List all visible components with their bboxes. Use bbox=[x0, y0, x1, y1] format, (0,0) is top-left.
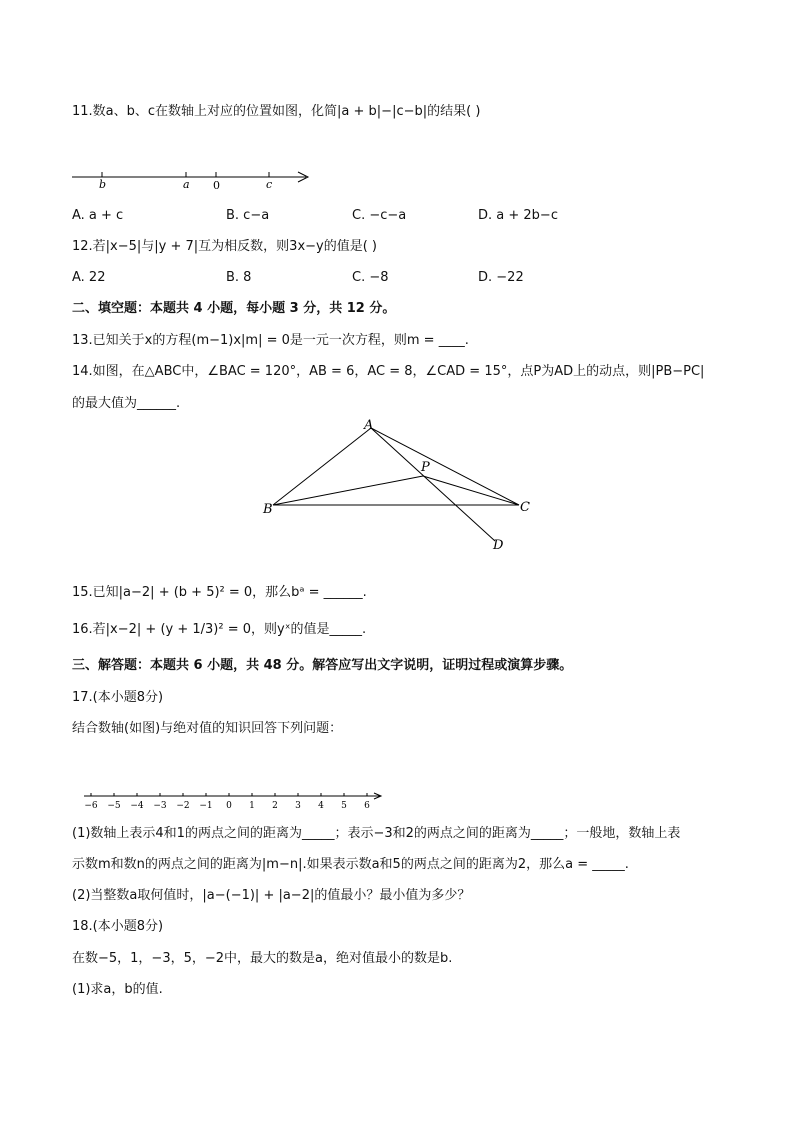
q14-triangle-figure bbox=[255, 415, 545, 555]
q11-option-c[interactable]: C. −c−a bbox=[352, 208, 407, 223]
vertex-a-label: A bbox=[364, 418, 374, 433]
q15-stem: 15.已知|a−2| + (b + 5)² = 0，那么bᵃ = ______. bbox=[72, 585, 367, 600]
q17-axis-tick-label: 0 bbox=[226, 801, 232, 811]
q17-axis-tick-label: −5 bbox=[107, 801, 121, 811]
axis-label-a: a bbox=[183, 178, 190, 191]
q18-part1: (1)求a，b的值. bbox=[72, 982, 163, 997]
q13-stem: 13.已知关于x的方程(m−1)x|m| = 0是一元一次方程，则m = ____. bbox=[72, 333, 469, 348]
q17-number-line bbox=[82, 790, 387, 812]
q12-option-c[interactable]: C. −8 bbox=[352, 270, 389, 285]
q14-stem-line1: 14.如图，在△ABC中，∠BAC = 120°，AB = 6，AC = 8，∠CAD = 15°，点P为AD上的动点，则|PB−PC| bbox=[72, 364, 705, 379]
axis-label-c: c bbox=[266, 178, 273, 191]
q18-stem: 在数−5，1，−3，5，−2中，最大的数是a，绝对值最小的数是b. bbox=[72, 951, 453, 966]
q17-axis-tick-label: 3 bbox=[295, 801, 301, 811]
q17-axis-tick-label: −1 bbox=[199, 801, 213, 811]
q17-intro: 结合数轴(如图)与绝对值的知识回答下列问题： bbox=[72, 721, 343, 736]
q18-heading: 18.(本小题8分) bbox=[72, 919, 164, 934]
q17-axis-tick-label: 5 bbox=[341, 801, 347, 811]
q17-part1-line1: (1)数轴上表示4和1的两点之间的距离为_____；表示−3和2的两点之间的距离为_____；一般地，数轴上表 bbox=[72, 826, 681, 841]
q17-axis-tick-label: −4 bbox=[130, 801, 144, 811]
q17-part1-line2: 示数m和数n的两点之间的距离为|m−n|.如果表示数a和5的两点之间的距离为2，那么a = _____. bbox=[72, 857, 629, 872]
q17-axis-tick-label: 1 bbox=[249, 801, 255, 811]
q12-option-d[interactable]: D. −22 bbox=[478, 270, 524, 285]
q11-option-a[interactable]: A. a + c bbox=[72, 208, 124, 223]
point-p-label: P bbox=[421, 460, 430, 475]
q14-stem-line2: 的最大值为______. bbox=[72, 396, 181, 411]
vertex-c-label: C bbox=[520, 500, 530, 515]
q12-stem: 12.若|x−5|与|y + 7|互为相反数，则3x−y的值是( ) bbox=[72, 239, 377, 254]
vertex-b-label: B bbox=[263, 502, 273, 517]
q11-option-d[interactable]: D. a + 2b−c bbox=[478, 208, 558, 223]
section-2-heading: 二、填空题：本题共 4 小题，每小题 3 分，共 12 分。 bbox=[72, 301, 396, 316]
section-3-heading: 三、解答题：本题共 6 小题，共 48 分。解答应写出文字说明，证明过程或演算步骤。 bbox=[72, 658, 573, 673]
axis-label-b: b bbox=[99, 178, 107, 191]
q17-part2: (2)当整数a取何值时，|a−(−1)| + |a−2|的值最小？最小值为多少？ bbox=[72, 888, 471, 903]
point-d-label: D bbox=[493, 538, 504, 553]
q17-axis-tick-label: 4 bbox=[318, 801, 324, 811]
q17-axis-tick-label: −2 bbox=[176, 801, 190, 811]
q12-option-a[interactable]: A. 22 bbox=[72, 270, 106, 285]
q11-number-line bbox=[70, 166, 320, 196]
q17-axis-tick-label: −6 bbox=[84, 801, 98, 811]
q16-stem: 16.若|x−2| + (y + 1/3)² = 0，则yˣ的值是_____. bbox=[72, 622, 367, 637]
axis-label-zero: 0 bbox=[213, 179, 220, 192]
q11-stem: 11.数a、b、c在数轴上对应的位置如图，化简|a + b|−|c−b|的结果( ) bbox=[72, 104, 481, 119]
q11-option-b[interactable]: B. c−a bbox=[226, 208, 270, 223]
q17-axis-tick-label: 6 bbox=[364, 801, 370, 811]
q17-heading: 17.(本小题8分) bbox=[72, 690, 164, 705]
q12-option-b[interactable]: B. 8 bbox=[226, 270, 252, 285]
q17-axis-tick-label: −3 bbox=[153, 801, 167, 811]
q17-axis-tick-label: 2 bbox=[272, 801, 278, 811]
